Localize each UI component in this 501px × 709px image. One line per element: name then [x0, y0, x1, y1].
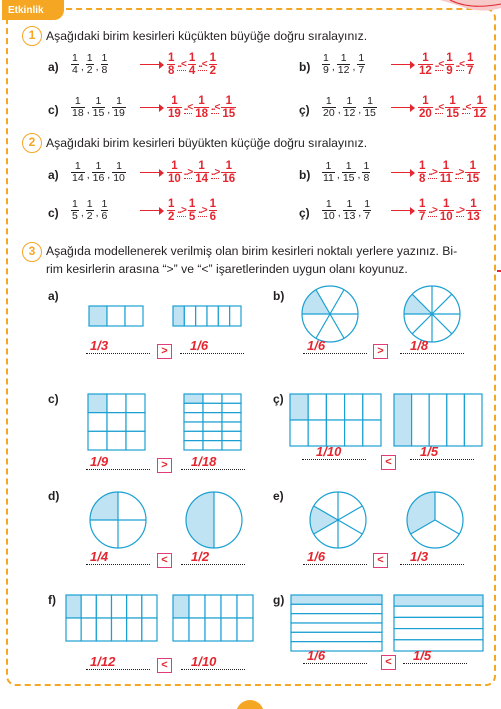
fraction-numerator: 1: [325, 160, 332, 172]
order-sign: ..>: [211, 166, 220, 178]
fraction-numerator: 1: [476, 95, 483, 107]
fraction-numerator: 1: [188, 52, 196, 64]
fraction: [71, 53, 79, 76]
fraction: [342, 161, 356, 184]
fraction-denominator: 2: [168, 211, 175, 223]
fraction-denominator: 2: [86, 210, 93, 222]
question-3-number: 3: [22, 242, 42, 262]
fraction: [363, 199, 371, 222]
answer-right: 1/5: [420, 444, 439, 459]
arrow-icon: [140, 103, 164, 113]
answer-left: 1/12: [90, 654, 116, 669]
answer-right: 1/5: [413, 648, 432, 663]
question-2-number: 2: [22, 133, 42, 153]
fraction-denominator: 9: [446, 65, 453, 77]
fraction: [418, 95, 433, 120]
fraction-numerator: 1: [72, 52, 78, 64]
q1-answer: [140, 95, 237, 120]
q1-item-label: a): [48, 60, 59, 74]
fraction-numerator: 1: [443, 198, 450, 210]
figure-c-right: [183, 393, 242, 451]
fraction-denominator: 10: [168, 173, 181, 185]
fraction: [465, 160, 480, 185]
q2-given-fractions: [70, 161, 127, 184]
answer-right: 1/2: [191, 549, 210, 564]
question-3-item-label: f): [48, 593, 56, 607]
question-3-item-label: ç): [273, 392, 284, 406]
order-sign: ..>: [177, 204, 186, 216]
q1-answer: [140, 52, 218, 77]
fraction-numerator: 1: [209, 198, 217, 210]
fraction-denominator: 9: [323, 64, 329, 76]
fraction-denominator: 8: [101, 64, 108, 76]
comma: ,: [352, 61, 356, 73]
fraction-numerator: 1: [198, 160, 205, 172]
order-sign: ..<: [434, 58, 444, 70]
fraction-denominator: 18: [72, 107, 84, 119]
comma: ,: [80, 61, 84, 73]
q2-given-fractions: [321, 199, 372, 222]
answer-left: 1/10: [316, 444, 342, 459]
q2-item-label: a): [48, 168, 59, 182]
q1-given-fractions: [321, 96, 378, 119]
fraction: [466, 198, 481, 223]
fraction-denominator: 10: [323, 210, 335, 222]
comma: ,: [86, 104, 90, 116]
q1-item-label: c): [48, 103, 59, 117]
answer-right: 1/10: [191, 654, 217, 669]
comma: ,: [331, 61, 335, 73]
fraction-denominator: 16: [222, 173, 236, 185]
comma: ,: [358, 104, 362, 116]
comma: ,: [337, 207, 341, 219]
fraction-denominator: 15: [222, 108, 236, 120]
fraction-denominator: 12: [343, 107, 356, 119]
answer-left: 1/3: [90, 338, 109, 353]
question-1-text: Aşağıdaki birim kesirleri küçükten büyüğe doğru sıralayınız.: [46, 29, 368, 43]
fraction: [221, 160, 236, 185]
q2-item-label: c): [48, 206, 59, 220]
fraction-numerator: 1: [74, 95, 81, 107]
fraction-numerator: 1: [101, 52, 108, 64]
comma: ,: [107, 169, 111, 181]
question-3-item-label: a): [48, 289, 59, 303]
fraction-numerator: 1: [367, 95, 373, 107]
figure-e-left: [308, 490, 368, 550]
fraction: [71, 161, 85, 184]
fraction-denominator: 10: [113, 172, 125, 184]
order-sign: ..>: [183, 166, 193, 178]
fraction-numerator: 1: [422, 52, 429, 64]
fraction: [92, 161, 106, 184]
answer-left: 1/9: [90, 454, 109, 469]
fraction: [466, 52, 474, 77]
q2-given-fractions: [321, 161, 371, 184]
fraction-denominator: 4: [72, 64, 78, 76]
fraction-numerator: 1: [168, 52, 175, 64]
figure-c-left: [87, 393, 146, 451]
answer-left: 1/6: [307, 549, 326, 564]
figure-d-right: [184, 490, 244, 550]
comparison-sign-box: >: [373, 344, 388, 359]
fraction-numerator: 1: [323, 52, 329, 64]
fraction-denominator: 2: [209, 65, 217, 77]
fraction-denominator: 6: [209, 211, 217, 223]
fraction: [167, 160, 182, 185]
fraction-denominator: 14: [195, 173, 208, 185]
fraction-numerator: 1: [419, 160, 426, 172]
question-3-text-line1: Aşağıda modellenerek verilmiş olan birim kesirleri noktalı yerlere yazınız. Bi-: [46, 244, 458, 258]
fraction: [112, 161, 126, 184]
figure-f-right: [172, 594, 254, 642]
comparison-sign-box: >: [157, 344, 172, 359]
comparison-sign-box: <: [157, 658, 172, 673]
order-sign: ..<: [198, 58, 207, 70]
comma: ,: [107, 104, 111, 116]
fraction: [322, 53, 330, 76]
comma: ,: [357, 169, 361, 181]
fraction: [322, 199, 336, 222]
q2-answer: [391, 160, 481, 185]
arrow-icon: [391, 206, 415, 216]
order-sign: ..<: [455, 58, 465, 70]
fraction: [343, 96, 357, 119]
margin-mark: [497, 270, 501, 272]
fraction-numerator: 1: [345, 160, 352, 172]
fraction-numerator: 1: [449, 95, 456, 107]
fraction-numerator: 1: [419, 198, 426, 210]
comparison-sign-box: <: [381, 455, 396, 470]
activity-tab: Etkinlik: [2, 0, 64, 20]
question-1-number: 1: [22, 26, 42, 46]
comma: ,: [86, 169, 90, 181]
fraction: [418, 160, 426, 185]
comparison-sign-box: <: [373, 553, 388, 568]
fraction: [418, 198, 426, 223]
fraction-numerator: 1: [225, 160, 232, 172]
question-3-item-label: c): [48, 392, 59, 406]
fraction: [363, 96, 377, 119]
answer-right: 1/8: [410, 338, 429, 353]
fraction-denominator: 15: [466, 173, 480, 185]
fraction-numerator: 1: [363, 160, 370, 172]
comma: ,: [337, 104, 341, 116]
q1-answer: [391, 52, 475, 77]
fraction: [188, 52, 196, 77]
fraction-numerator: 1: [74, 160, 81, 172]
order-sign: ..>: [198, 204, 207, 216]
question-3-item-label: b): [273, 289, 285, 303]
figure-b-right: [402, 284, 462, 344]
order-sign: ..<: [462, 101, 471, 113]
fraction-numerator: 1: [171, 160, 178, 172]
fraction: [343, 199, 357, 222]
fraction: [71, 96, 85, 119]
fraction: [418, 52, 433, 77]
comma: ,: [80, 207, 84, 219]
fraction-numerator: 1: [340, 52, 347, 64]
fraction-numerator: 1: [198, 95, 205, 107]
comparison-sign-box: <: [381, 655, 396, 670]
fraction-numerator: 1: [467, 52, 474, 64]
fraction-numerator: 1: [209, 52, 217, 64]
fraction-denominator: 7: [467, 65, 474, 77]
fraction-numerator: 1: [86, 198, 93, 210]
fraction-numerator: 1: [325, 95, 332, 107]
question-3-text-line2: rim kesirlerin arasına “>” ve “<” işaretlerinden uygun olanı koyunuz.: [46, 262, 408, 276]
fraction-numerator: 1: [168, 198, 175, 210]
fraction-numerator: 1: [101, 198, 108, 210]
fraction-denominator: 20: [323, 107, 335, 119]
fraction: [445, 95, 460, 120]
comma: ,: [95, 207, 99, 219]
q1-answer: [391, 95, 488, 120]
q2-item-label: ç): [299, 206, 310, 220]
fraction-denominator: 4: [188, 65, 196, 77]
fraction-numerator: 1: [116, 160, 122, 172]
fraction-denominator: 2: [86, 64, 93, 76]
q2-answer: [391, 198, 482, 223]
comparison-sign-box: >: [157, 458, 172, 473]
fraction-denominator: 19: [168, 108, 181, 120]
arrow-icon: [391, 103, 415, 113]
question-3-item-label: e): [273, 489, 284, 503]
fraction: [101, 53, 109, 76]
fraction-denominator: 8: [419, 173, 426, 185]
question-3-item-label: g): [273, 593, 285, 607]
fraction: [439, 198, 454, 223]
order-sign: ..>: [455, 204, 465, 216]
q1-item-label: b): [299, 60, 311, 74]
fraction-numerator: 1: [95, 95, 102, 107]
figure-cc-left: [289, 393, 382, 447]
fraction-numerator: 1: [325, 198, 332, 210]
q1-given-fractions: [321, 53, 366, 76]
fraction: [194, 160, 209, 185]
fraction-numerator: 1: [346, 198, 353, 210]
arrow-icon: [391, 60, 415, 70]
order-sign: ..<: [177, 58, 186, 70]
fraction-denominator: 13: [467, 211, 480, 223]
fraction-numerator: 1: [470, 198, 477, 210]
fraction-denominator: 14: [72, 172, 84, 184]
fraction-denominator: 5: [72, 210, 78, 222]
fraction-denominator: 15: [446, 108, 459, 120]
fraction-numerator: 1: [422, 95, 429, 107]
figure-g-left: [290, 594, 383, 652]
fraction-denominator: 7: [419, 211, 426, 223]
fraction: [472, 95, 487, 120]
arrow-icon: [391, 168, 415, 178]
figure-d-left: [88, 490, 148, 550]
q2-item-label: b): [299, 168, 311, 182]
fraction-numerator: 1: [358, 52, 365, 64]
question-2-text: Aşağıdaki birim kesirleri büyükten küçüğe doğru sıralayınız.: [46, 136, 368, 150]
fraction: [167, 198, 175, 223]
fraction: [194, 95, 209, 120]
comma: ,: [95, 61, 99, 73]
fraction-numerator: 1: [188, 198, 196, 210]
book-corner-decoration: [440, 0, 501, 14]
order-sign: ..>: [428, 166, 437, 178]
fraction-denominator: 16: [92, 172, 105, 184]
arrow-icon: [140, 168, 164, 178]
answer-right: 1/18: [191, 454, 217, 469]
fraction-denominator: 12: [419, 65, 432, 77]
fraction: [337, 53, 351, 76]
fraction: [101, 199, 109, 222]
fraction: [86, 53, 94, 76]
fraction: [357, 53, 365, 76]
order-sign: ..>: [428, 204, 437, 216]
fraction: [221, 95, 236, 120]
fraction-denominator: 13: [343, 210, 356, 222]
fraction-numerator: 1: [86, 52, 93, 64]
answer-left: 1/4: [90, 549, 109, 564]
fraction: [439, 160, 453, 185]
arrow-icon: [140, 60, 164, 70]
fraction-denominator: 19: [113, 107, 125, 119]
answer-left: 1/6: [307, 648, 326, 663]
fraction-numerator: 1: [225, 95, 232, 107]
fraction-denominator: 5: [188, 211, 196, 223]
fraction-numerator: 1: [171, 95, 178, 107]
fraction: [322, 161, 335, 184]
fraction: [71, 199, 79, 222]
fraction: [167, 52, 175, 77]
fraction-numerator: 1: [116, 95, 122, 107]
fraction-numerator: 1: [95, 160, 102, 172]
fraction-denominator: 11: [323, 172, 334, 184]
fraction-denominator: 8: [363, 172, 370, 184]
fraction-denominator: 15: [364, 107, 376, 119]
fraction-denominator: 15: [92, 107, 105, 119]
fraction-numerator: 1: [442, 160, 450, 172]
fraction-denominator: 20: [419, 108, 432, 120]
fraction-denominator: 7: [358, 64, 365, 76]
order-sign: ..<: [211, 101, 220, 113]
fraction-denominator: 18: [195, 108, 208, 120]
fraction-denominator: 15: [342, 172, 355, 184]
figure-e-right: [405, 490, 465, 550]
fraction-numerator: 1: [364, 198, 371, 210]
fraction-denominator: 6: [101, 210, 108, 222]
comma: ,: [358, 207, 362, 219]
figure-f-left: [65, 594, 158, 642]
question-3-item-label: d): [48, 489, 60, 503]
fraction: [167, 95, 182, 120]
fraction-denominator: 12: [337, 64, 350, 76]
fraction: [209, 198, 217, 223]
fraction-numerator: 1: [446, 52, 453, 64]
fraction: [92, 96, 106, 119]
fraction-denominator: 10: [439, 211, 453, 223]
q1-given-fractions: [70, 96, 127, 119]
comma: ,: [336, 169, 340, 181]
q2-answer: [140, 198, 218, 223]
page-number-tab: [236, 700, 264, 709]
fraction-numerator: 1: [469, 160, 476, 172]
fraction-denominator: 11: [439, 173, 452, 185]
q1-given-fractions: [70, 53, 109, 76]
fraction-denominator: 8: [168, 65, 175, 77]
fraction: [445, 52, 453, 77]
answer-right: 1/6: [190, 338, 209, 353]
order-sign: ..>: [454, 166, 464, 178]
answer-right: 1/3: [410, 549, 429, 564]
arrow-icon: [140, 206, 164, 216]
fraction-denominator: 7: [364, 210, 371, 222]
fraction: [188, 198, 196, 223]
fraction: [362, 161, 370, 184]
fraction-numerator: 1: [72, 198, 78, 210]
fraction: [86, 199, 94, 222]
figure-b-left: [300, 284, 360, 344]
order-sign: ..<: [434, 101, 444, 113]
q2-answer: [140, 160, 237, 185]
order-sign: ..<: [183, 101, 193, 113]
fraction-denominator: 12: [473, 108, 487, 120]
comparison-sign-box: <: [157, 553, 172, 568]
fraction: [322, 96, 336, 119]
figure-a-right: [172, 305, 242, 327]
answer-left: 1/6: [307, 338, 326, 353]
fraction: [112, 96, 126, 119]
q2-given-fractions: [70, 199, 109, 222]
figure-cc-right: [393, 393, 483, 447]
figure-g-right: [393, 594, 484, 652]
figure-a-left: [88, 305, 144, 327]
q1-item-label: ç): [299, 103, 310, 117]
fraction-numerator: 1: [346, 95, 353, 107]
fraction: [209, 52, 217, 77]
